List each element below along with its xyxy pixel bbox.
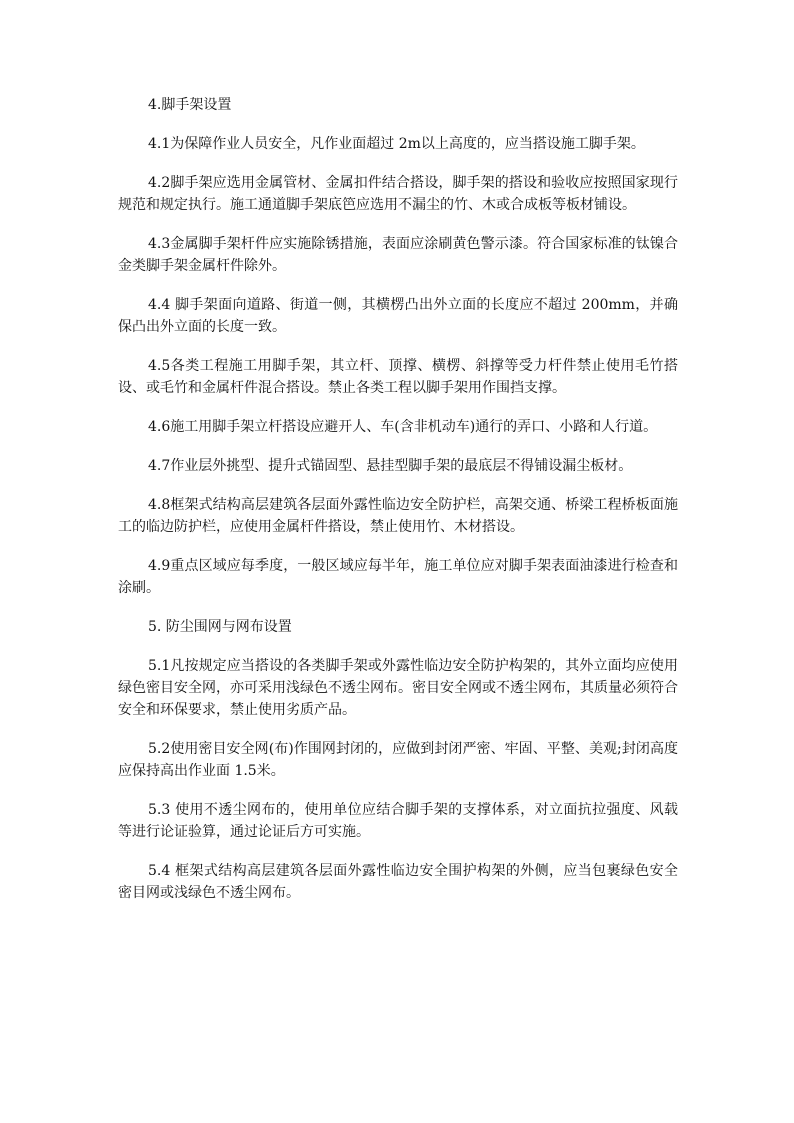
- paragraph-4-5: 4.5各类工程施工用脚手架，其立杆、顶撑、横楞、斜撑等受力杆件禁止使用毛竹搭设、或毛竹和金属杆件混合搭设。禁止各类工程以脚手架用作围挡支撑。: [118, 358, 678, 396]
- paragraph-4-7: 4.7作业层外挑型、提升式锚固型、悬挂型脚手架的最底层不得铺设漏尘板材。: [148, 458, 633, 474]
- paragraph-4-4: 4.4 脚手架面向道路、街道一侧，其横楞凸出外立面的长度应不超过 200mm，并确保凸出外立面的长度一致。: [118, 297, 678, 335]
- paragraph-4-2: 4.2脚手架应选用金属管材、金属扣件结合搭设，脚手架的搭设和验收应按照国家现行规范和规定执行。施工通道脚手架底笆应选用不漏尘的竹、木或合成板等板材铺设。: [118, 175, 678, 213]
- paragraph-5-2: 5.2使用密目安全网(布)作围网封闭的，应做到封闭严密、牢固、平整、美观;封闭高度应保持高出作业面 1.5米。: [118, 741, 678, 779]
- paragraph-4-8: 4.8框架式结构高层建筑各层面外露性临边安全防护栏，高架交通、桥梁工程桥板面施工的临边防护栏，应使用金属杆件搭设，禁止使用竹、木材搭设。: [118, 497, 678, 535]
- paragraph-4-6: 4.6施工用脚手架立杆搭设应避开人、车(含非机动车)通行的弄口、小路和人行道。: [148, 419, 658, 435]
- paragraph-5-1: 5.1凡按规定应当搭设的各类脚手架或外露性临边安全防护构架的，其外立面均应使用绿色密目安全网，亦可采用浅绿色不透尘网布。密目安全网或不透尘网布，其质量必须符合安全和环保要求，禁止使用劣质产品。: [118, 658, 678, 718]
- section-4-heading: 4.脚手架设置: [148, 97, 232, 113]
- paragraph-4-9: 4.9重点区域应每季度，一般区域应每半年，施工单位应对脚手架表面油漆进行检查和涂刷。: [118, 558, 678, 596]
- paragraph-4-1: 4.1为保障作业人员安全，凡作业面超过 2m以上高度的，应当搭设施工脚手架。: [148, 136, 645, 152]
- section-5-heading: 5. 防尘围网与网布设置: [148, 619, 292, 635]
- document-body: [118, 94, 678, 921]
- paragraph-5-3: 5.3 使用不透尘网布的，使用单位应结合脚手架的支撑体系，对立面抗拉强度、风载等进行论证验算，通过论证后方可实施。: [118, 802, 678, 840]
- paragraph-5-4: 5.4 框架式结构高层建筑各层面外露性临边安全围护构架的外侧，应当包裹绿色安全密目网或浅绿色不透尘网布。: [118, 863, 678, 901]
- paragraph-4-3: 4.3金属脚手架杆件应实施除锈措施，表面应涂刷黄色警示漆。符合国家标准的钛镍合金类脚手架金属杆件除外。: [118, 236, 678, 274]
